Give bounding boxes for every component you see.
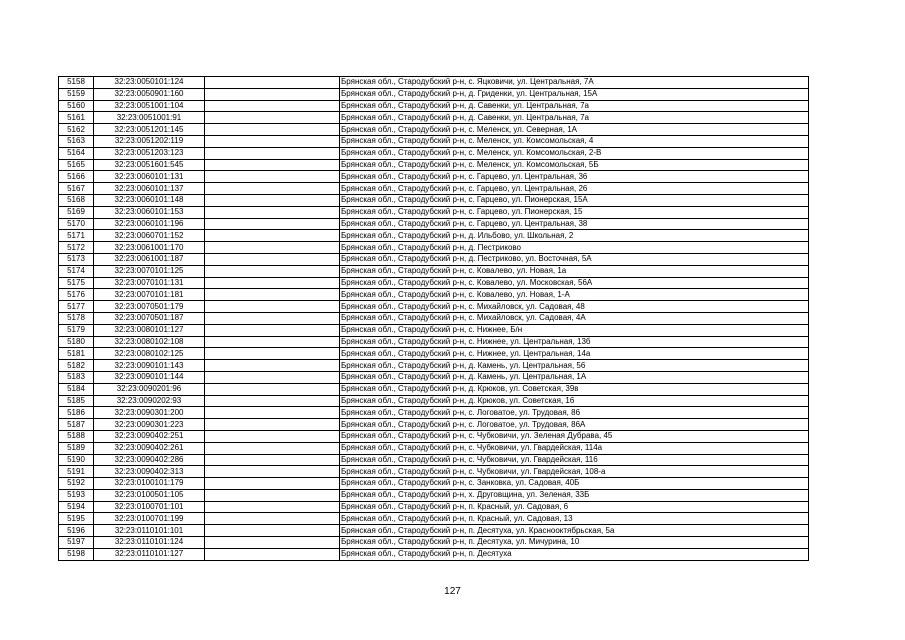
address-cell: Брянская обл., Стародубский р-н, п. Красный, ул. Садовая, 13 [340, 513, 809, 525]
table-row [59, 478, 809, 490]
row-number-cell: 5177 [59, 301, 94, 313]
cadastral-number-cell: 32:23:0060101:148 [94, 194, 205, 206]
cadastral-number-cell: 32:23:0090402:261 [94, 442, 205, 454]
address-cell: Брянская обл., Стародубский р-н, п. Десятуха, ул. Мичурина, 10 [340, 537, 809, 549]
cadastral-number-cell: 32:23:0110101:124 [94, 537, 205, 549]
table-row [59, 489, 809, 501]
row-number-cell: 5161 [59, 112, 94, 124]
address-cell: Брянская обл., Стародубский р-н, д. Пестриково, ул. Восточная, 5А [340, 253, 809, 265]
empty-cell [205, 360, 340, 372]
row-number-cell: 5165 [59, 159, 94, 171]
row-number-cell: 5159 [59, 88, 94, 100]
cadastral-number-cell: 32:23:0061001:187 [94, 253, 205, 265]
table-row [59, 466, 809, 478]
table-row [59, 277, 809, 289]
address-cell: Брянская обл., Стародубский р-н, п. Десятуха [340, 548, 809, 560]
address-cell: Брянская обл., Стародубский р-н, д. Крюков, ул. Советская, 16 [340, 395, 809, 407]
cadastral-number-cell: 32:23:0051001:91 [94, 112, 205, 124]
empty-cell [205, 537, 340, 549]
empty-cell [205, 312, 340, 324]
cadastral-number-cell: 32:23:0070501:187 [94, 312, 205, 324]
cadastral-number-cell: 32:23:0090101:143 [94, 360, 205, 372]
row-number-cell: 5197 [59, 537, 94, 549]
cadastral-number-cell: 32:23:0050101:124 [94, 77, 205, 89]
address-cell: Брянская обл., Стародубский р-н, с. Нижнее, Б/н [340, 324, 809, 336]
table-row [59, 159, 809, 171]
cadastral-number-cell: 32:23:0060701:152 [94, 230, 205, 242]
address-cell: Брянская обл., Стародубский р-н, д. Камень, ул. Центральная, 1А [340, 371, 809, 383]
row-number-cell: 5160 [59, 100, 94, 112]
row-number-cell: 5158 [59, 77, 94, 89]
row-number-cell: 5179 [59, 324, 94, 336]
empty-cell [205, 100, 340, 112]
row-number-cell: 5163 [59, 135, 94, 147]
address-cell: Брянская обл., Стародубский р-н, с. Занковка, ул. Садовая, 40Б [340, 478, 809, 490]
table-row [59, 360, 809, 372]
address-cell: Брянская обл., Стародубский р-н, с. Михайловск, ул. Садовая, 48 [340, 301, 809, 313]
address-cell: Брянская обл., Стародубский р-н, с. Михайловск, ул. Садовая, 4А [340, 312, 809, 324]
row-number-cell: 5190 [59, 454, 94, 466]
table-row [59, 194, 809, 206]
address-cell: Брянская обл., Стародубский р-н, с. Логоватое, ул. Трудовая, 86А [340, 419, 809, 431]
address-cell: Брянская обл., Стародубский р-н, д. Камень, ул. Центральная, 56 [340, 360, 809, 372]
table-row [59, 371, 809, 383]
empty-cell [205, 289, 340, 301]
row-number-cell: 5172 [59, 242, 94, 254]
address-cell: Брянская обл., Стародубский р-н, д. Гриденки, ул. Центральная, 15А [340, 88, 809, 100]
table-row [59, 124, 809, 136]
row-number-cell: 5195 [59, 513, 94, 525]
table-row [59, 112, 809, 124]
row-number-cell: 5185 [59, 395, 94, 407]
table-row [59, 242, 809, 254]
cadastral-number-cell: 32:23:0090202:93 [94, 395, 205, 407]
row-number-cell: 5182 [59, 360, 94, 372]
empty-cell [205, 419, 340, 431]
table-row [59, 289, 809, 301]
table-row [59, 525, 809, 537]
cadastral-number-cell: 32:23:0060101:131 [94, 171, 205, 183]
empty-cell [205, 135, 340, 147]
row-number-cell: 5175 [59, 277, 94, 289]
row-number-cell: 5181 [59, 348, 94, 360]
cadastral-number-cell: 32:23:0100701:199 [94, 513, 205, 525]
address-cell: Брянская обл., Стародубский р-н, д. Крюков, ул. Советская, 39в [340, 383, 809, 395]
empty-cell [205, 442, 340, 454]
empty-cell [205, 194, 340, 206]
address-cell: Брянская обл., Стародубский р-н, с. Меленск, ул. Комсомольская, 2-В [340, 147, 809, 159]
cadastral-number-cell: 32:23:0060101:153 [94, 206, 205, 218]
table-row [59, 395, 809, 407]
cadastral-number-cell: 32:23:0051601:545 [94, 159, 205, 171]
cadastral-number-cell: 32:23:0090301:200 [94, 407, 205, 419]
address-cell: Брянская обл., Стародубский р-н, д. Савенки, ул. Центральная, 7а [340, 112, 809, 124]
cadastral-number-cell: 32:23:0110101:127 [94, 548, 205, 560]
empty-cell [205, 525, 340, 537]
table-row [59, 430, 809, 442]
table-row [59, 383, 809, 395]
empty-cell [205, 265, 340, 277]
table-row [59, 336, 809, 348]
table-row [59, 548, 809, 560]
table-row [59, 407, 809, 419]
table-row [59, 100, 809, 112]
row-number-cell: 5164 [59, 147, 94, 159]
address-cell: Брянская обл., Стародубский р-н, с. Чубковичи, ул. Гвардейская, 108-а [340, 466, 809, 478]
cadastral-number-cell: 32:23:0090101:144 [94, 371, 205, 383]
empty-cell [205, 147, 340, 159]
address-cell: Брянская обл., Стародубский р-н, с. Чубковичи, ул. Гвардейская, 114а [340, 442, 809, 454]
cadastral-number-cell: 32:23:0090402:251 [94, 430, 205, 442]
cadastral-number-cell: 32:23:0070101:125 [94, 265, 205, 277]
table-row [59, 348, 809, 360]
table-row [59, 218, 809, 230]
cadastral-number-cell: 32:23:0060101:137 [94, 183, 205, 195]
property-table [58, 76, 809, 561]
table-row [59, 501, 809, 513]
cadastral-number-cell: 32:23:0090402:313 [94, 466, 205, 478]
row-number-cell: 5188 [59, 430, 94, 442]
cadastral-number-cell: 32:23:0090201:96 [94, 383, 205, 395]
cadastral-number-cell: 32:23:0080102:108 [94, 336, 205, 348]
row-number-cell: 5178 [59, 312, 94, 324]
address-cell: Брянская обл., Стародубский р-н, с. Нижнее, ул. Центральная, 14а [340, 348, 809, 360]
property-table-body [59, 77, 809, 561]
address-cell: Брянская обл., Стародубский р-н, с. Меленск, ул. Северная, 1А [340, 124, 809, 136]
table-row [59, 301, 809, 313]
table-row [59, 230, 809, 242]
address-cell: Брянская обл., Стародубский р-н, с. Меленск, ул. Комсомольская, 4 [340, 135, 809, 147]
table-row [59, 171, 809, 183]
empty-cell [205, 371, 340, 383]
table-row [59, 537, 809, 549]
row-number-cell: 5198 [59, 548, 94, 560]
address-cell: Брянская обл., Стародубский р-н, д. Ильбово, ул. Школьная, 2 [340, 230, 809, 242]
cadastral-number-cell: 32:23:0080101:127 [94, 324, 205, 336]
table-row [59, 419, 809, 431]
empty-cell [205, 159, 340, 171]
empty-cell [205, 242, 340, 254]
row-number-cell: 5184 [59, 383, 94, 395]
table-row [59, 442, 809, 454]
empty-cell [205, 466, 340, 478]
row-number-cell: 5171 [59, 230, 94, 242]
cadastral-number-cell: 32:23:0080102:125 [94, 348, 205, 360]
row-number-cell: 5194 [59, 501, 94, 513]
empty-cell [205, 206, 340, 218]
empty-cell [205, 407, 340, 419]
row-number-cell: 5174 [59, 265, 94, 277]
address-cell: Брянская обл., Стародубский р-н, с. Гарцево, ул. Центральная, 36 [340, 171, 809, 183]
cadastral-number-cell: 32:23:0050901:160 [94, 88, 205, 100]
table-row [59, 77, 809, 89]
address-cell: Брянская обл., Стародубский р-н, с. Чубковичи, ул. Гвардейская, 116 [340, 454, 809, 466]
cadastral-number-cell: 32:23:0060101:196 [94, 218, 205, 230]
cadastral-number-cell: 32:23:0100101:179 [94, 478, 205, 490]
table-row [59, 147, 809, 159]
address-cell: Брянская обл., Стародубский р-н, с. Гарцево, ул. Пионерская, 15А [340, 194, 809, 206]
row-number-cell: 5186 [59, 407, 94, 419]
row-number-cell: 5173 [59, 253, 94, 265]
cadastral-number-cell: 32:23:0051001:104 [94, 100, 205, 112]
empty-cell [205, 348, 340, 360]
page-number: 127 [444, 586, 461, 597]
empty-cell [205, 277, 340, 289]
table-row [59, 312, 809, 324]
row-number-cell: 5176 [59, 289, 94, 301]
table-row [59, 265, 809, 277]
table-row [59, 135, 809, 147]
table-row [59, 454, 809, 466]
cadastral-number-cell: 32:23:0100501:105 [94, 489, 205, 501]
cadastral-number-cell: 32:23:0070101:181 [94, 289, 205, 301]
cadastral-number-cell: 32:23:0051201:145 [94, 124, 205, 136]
empty-cell [205, 513, 340, 525]
empty-cell [205, 183, 340, 195]
empty-cell [205, 336, 340, 348]
empty-cell [205, 430, 340, 442]
empty-cell [205, 478, 340, 490]
address-cell: Брянская обл., Стародубский р-н, с. Меленск, ул. Комсомольская, 5Б [340, 159, 809, 171]
table-row [59, 183, 809, 195]
empty-cell [205, 454, 340, 466]
address-cell: Брянская обл., Стародубский р-н, с. Нижнее, ул. Центральная, 13б [340, 336, 809, 348]
row-number-cell: 5183 [59, 371, 94, 383]
cadastral-number-cell: 32:23:0070101:131 [94, 277, 205, 289]
row-number-cell: 5192 [59, 478, 94, 490]
empty-cell [205, 548, 340, 560]
empty-cell [205, 171, 340, 183]
empty-cell [205, 88, 340, 100]
empty-cell [205, 253, 340, 265]
table-row [59, 88, 809, 100]
cadastral-number-cell: 32:23:0090301:223 [94, 419, 205, 431]
row-number-cell: 5167 [59, 183, 94, 195]
cadastral-number-cell: 32:23:0110101:101 [94, 525, 205, 537]
empty-cell [205, 301, 340, 313]
address-cell: Брянская обл., Стародубский р-н, д. Савенки, ул. Центральная, 7а [340, 100, 809, 112]
row-number-cell: 5187 [59, 419, 94, 431]
address-cell: Брянская обл., Стародубский р-н, с. Гарцево, ул. Центральная, 38 [340, 218, 809, 230]
row-number-cell: 5166 [59, 171, 94, 183]
row-number-cell: 5193 [59, 489, 94, 501]
row-number-cell: 5196 [59, 525, 94, 537]
cadastral-number-cell: 32:23:0061001:170 [94, 242, 205, 254]
address-cell: Брянская обл., Стародубский р-н, с. Гарцево, ул. Центральная, 26 [340, 183, 809, 195]
row-number-cell: 5168 [59, 194, 94, 206]
address-cell: Брянская обл., Стародубский р-н, с. Логоватое, ул. Трудовая, 86 [340, 407, 809, 419]
empty-cell [205, 124, 340, 136]
cadastral-number-cell: 32:23:0051203:123 [94, 147, 205, 159]
address-cell: Брянская обл., Стародубский р-н, с. Гарцево, ул. Пионерская, 15 [340, 206, 809, 218]
empty-cell [205, 77, 340, 89]
address-cell: Брянская обл., Стародубский р-н, с. Ковалево, ул. Московская, 56А [340, 277, 809, 289]
row-number-cell: 5162 [59, 124, 94, 136]
row-number-cell: 5191 [59, 466, 94, 478]
empty-cell [205, 383, 340, 395]
row-number-cell: 5180 [59, 336, 94, 348]
address-cell: Брянская обл., Стародубский р-н, д. Пестриково [340, 242, 809, 254]
table-row [59, 324, 809, 336]
table-row [59, 253, 809, 265]
empty-cell [205, 489, 340, 501]
address-cell: Брянская обл., Стародубский р-н, с. Чубковичи, ул. Зеленая Дубрава, 45 [340, 430, 809, 442]
empty-cell [205, 230, 340, 242]
table-row [59, 513, 809, 525]
address-cell: Брянская обл., Стародубский р-н, х. Друговщина, ул. Зеленая, 33Б [340, 489, 809, 501]
address-cell: Брянская обл., Стародубский р-н, п. Красный, ул. Садовая, 6 [340, 501, 809, 513]
empty-cell [205, 218, 340, 230]
table-row [59, 206, 809, 218]
empty-cell [205, 112, 340, 124]
empty-cell [205, 501, 340, 513]
address-cell: Брянская обл., Стародубский р-н, с. Ковалево, ул. Новая, 1а [340, 265, 809, 277]
row-number-cell: 5170 [59, 218, 94, 230]
address-cell: Брянская обл., Стародубский р-н, с. Яцковичи, ул. Центральная, 7А [340, 77, 809, 89]
cadastral-number-cell: 32:23:0070501:179 [94, 301, 205, 313]
cadastral-number-cell: 32:23:0090402:286 [94, 454, 205, 466]
address-cell: Брянская обл., Стародубский р-н, п. Десятуха, ул. Краснооктябрьская, 5а [340, 525, 809, 537]
row-number-cell: 5169 [59, 206, 94, 218]
cadastral-number-cell: 32:23:0100701:101 [94, 501, 205, 513]
row-number-cell: 5189 [59, 442, 94, 454]
empty-cell [205, 395, 340, 407]
address-cell: Брянская обл., Стародубский р-н, с. Ковалево, ул. Новая, 1-А [340, 289, 809, 301]
empty-cell [205, 324, 340, 336]
cadastral-number-cell: 32:23:0051202:119 [94, 135, 205, 147]
